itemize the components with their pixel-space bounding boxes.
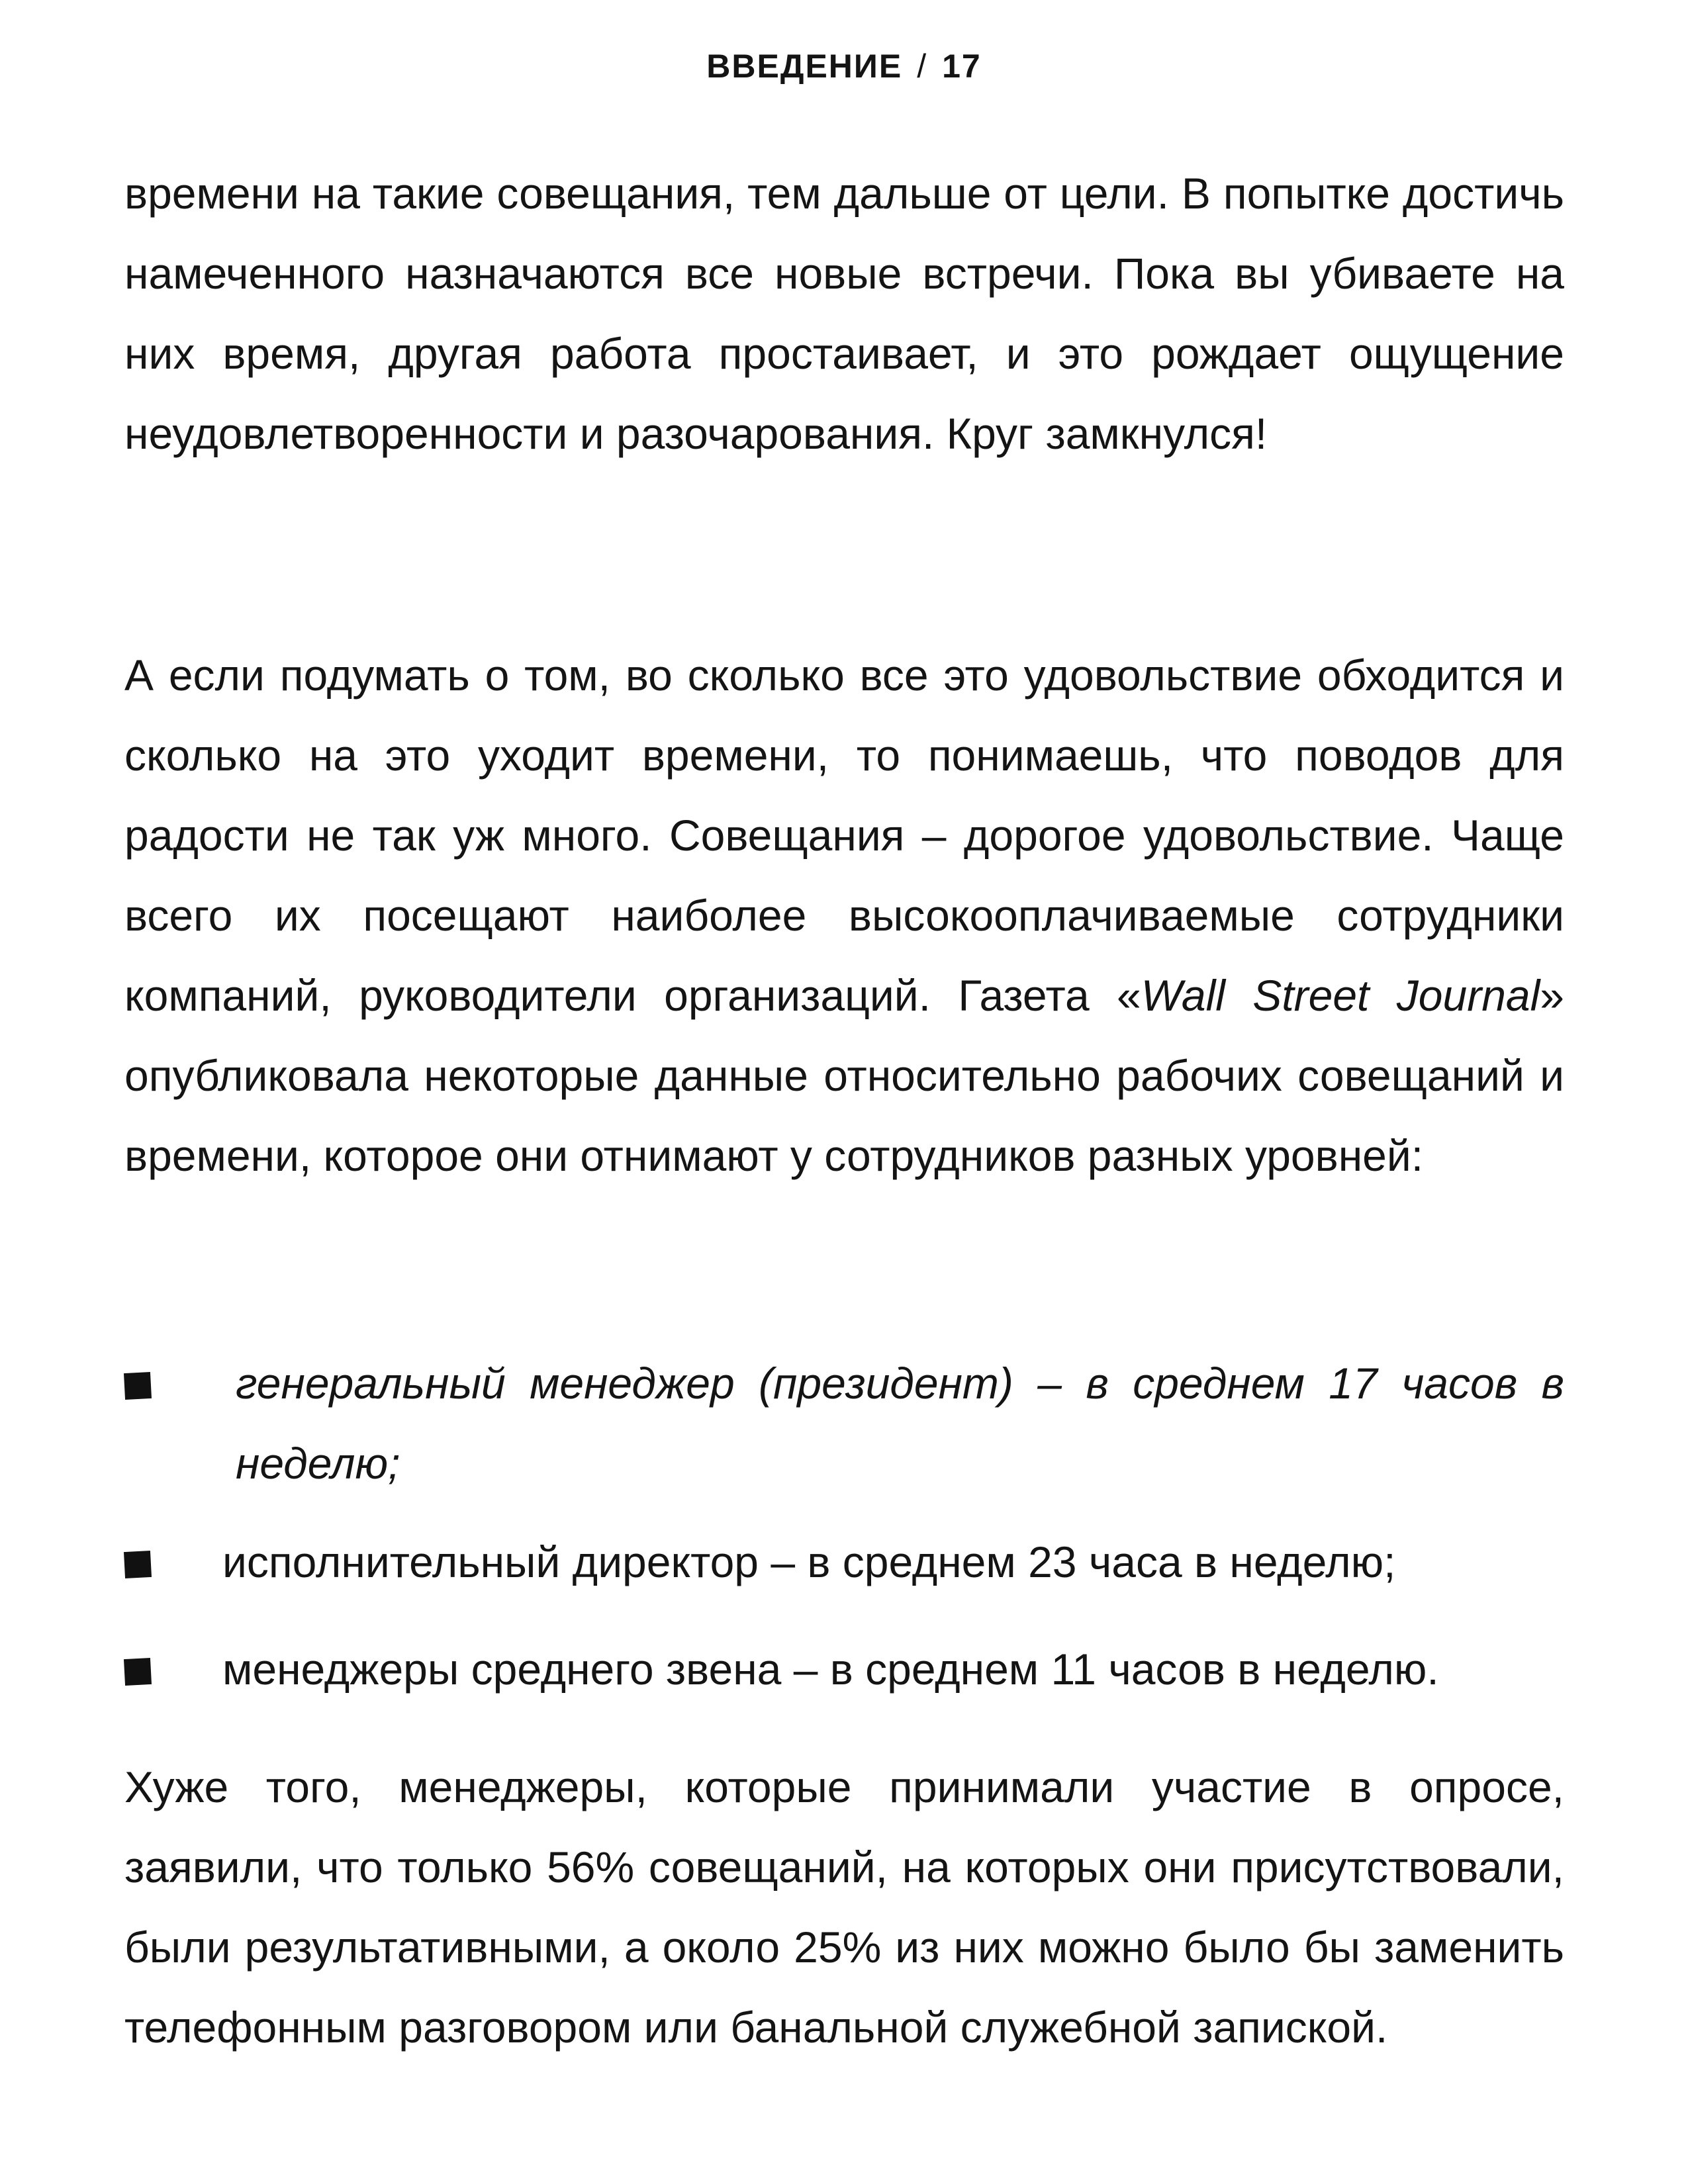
- list-item: [124, 1522, 1564, 1602]
- square-bullet-icon: [124, 1551, 152, 1578]
- paragraph-3: Хуже того, менеджеры, которые принимали участие в опросе, заявили, что только 56% совещаний, на которых они присутствовали, были результативными, а около 25% из них можно было бы заменить телефонным разговором или банальной служебной запиской.: [124, 1762, 1564, 2052]
- list-item: [124, 1343, 1564, 1504]
- list-item-text: генеральный менеджер (президент) – в среднем 17 часов в неделю;: [236, 1359, 1564, 1488]
- page-number: 17: [942, 48, 982, 85]
- list-item: [124, 1629, 1564, 1709]
- paragraph-2: [124, 635, 1564, 1196]
- list-item-text: менеджеры среднего звена – в среднем 11 часов в неделю.: [222, 1645, 1439, 1694]
- square-bullet-icon: [124, 1658, 152, 1686]
- paragraph-2-text-after: » опубликовала некоторые данные относительно рабочих совещаний и времени, которое они отнимают у сотрудников разных уровней:: [124, 971, 1564, 1180]
- list-item-text: исполнительный директор – в среднем 23 часа в неделю;: [222, 1537, 1396, 1586]
- newspaper-title: Wall Street Journal: [1141, 971, 1540, 1020]
- paragraph-2-text-before: А если подумать о том, во сколько все это удовольствие обходится и сколько на это уходит времени, то понимаешь, что поводов для радости не так уж много. Совещания – дорогое удовольствие. Чаще всего их посещают наиболее высокооплачиваемые сотрудники компаний, руководители организаций. Газета «: [124, 651, 1564, 1020]
- square-bullet-icon: [124, 1372, 152, 1400]
- section-title: ВВЕДЕНИЕ: [706, 48, 903, 85]
- separator: /: [917, 48, 928, 85]
- paragraph-1: времени на такие совещания, тем дальше от цели. В попытке достичь намеченного назначаются все новые встречи. Пока вы убиваете на них время, другая работа простаивает, и это рождает ощущение неудовлетворенности и разочарования. Круг замкнулся!: [124, 169, 1564, 458]
- running-head: [0, 46, 1688, 86]
